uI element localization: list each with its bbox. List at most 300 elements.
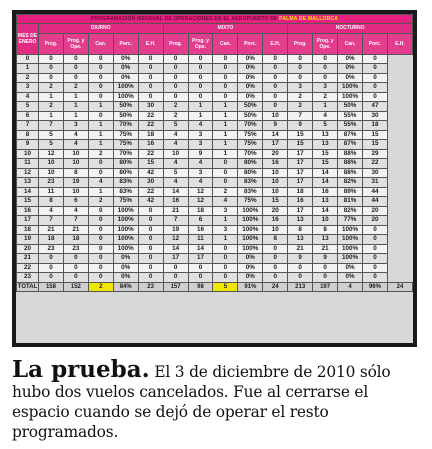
table-cell: 0 [39, 273, 64, 283]
total-cell: 96% [362, 282, 387, 292]
group-header-diurno: DIURNO [39, 24, 164, 33]
table-cell: 0 [138, 92, 163, 102]
column-header: Prog. [288, 33, 313, 54]
table-cell: 0 [88, 254, 113, 264]
table-cell: 15 [362, 130, 387, 140]
table-cell: 100% [113, 206, 138, 216]
table-cell: 0 [313, 73, 338, 83]
table-cell: 16 [313, 187, 338, 197]
table-cell: 70% [238, 121, 263, 131]
table-cell: 0 [163, 92, 188, 102]
table-cell: 0 [288, 54, 313, 64]
table-row [17, 273, 413, 283]
table-cell: 0 [362, 83, 387, 93]
table-cell: 18 [188, 206, 213, 216]
table-cell: 0 [213, 54, 238, 64]
table-title-text: PROGRAMACIÓN MENSUAL DE OPERACIONES EN EL AEROPUERTO DE [90, 16, 278, 22]
table-cell: 1 [213, 121, 238, 131]
table-cell: 0 [39, 64, 64, 74]
table-cell: 16 [188, 225, 213, 235]
group-header-nocturno: NOCTURNO [288, 24, 413, 33]
column-header: Porc. [238, 33, 263, 54]
table-row [17, 130, 413, 140]
table-cell: 8 [39, 197, 64, 207]
table-row [17, 92, 413, 102]
table-cell: 16 [288, 197, 313, 207]
table-cell: 1 [88, 102, 113, 112]
table-cell: 3 [288, 83, 313, 93]
table-cell: 0% [113, 263, 138, 273]
table-cell: 14 [163, 244, 188, 254]
table-cell: 10 [313, 216, 338, 226]
table-cell: 14 [313, 178, 338, 188]
table-cell: 17 [263, 140, 288, 150]
table-cell: 31 [362, 178, 387, 188]
table-cell: 2 [288, 92, 313, 102]
table-cell: 3 [313, 83, 338, 93]
table-cell: 4 [163, 140, 188, 150]
table-cell: 0 [138, 206, 163, 216]
table-cell: 0 [88, 64, 113, 74]
caption-body: El 3 de diciembre de 2010 sólo hubo dos vuelos cancelados. Fue al cerrarse el espacio cuando se dejó de operar el resto programados. [12, 363, 391, 441]
table-cell: 13 [288, 235, 313, 245]
table-cell: 0 [213, 83, 238, 93]
table-cell: 17 [288, 206, 313, 216]
table-cell: 17 [288, 149, 313, 159]
table-cell: 6 [63, 197, 88, 207]
table-cell: 0 [188, 273, 213, 283]
table-cell: 1 [213, 140, 238, 150]
table-cell: 7 [163, 216, 188, 226]
table-cell: 0 [263, 244, 288, 254]
table-cell: 0 [138, 244, 163, 254]
table-cell: 0 [163, 54, 188, 64]
caption-lead: La prueba. [12, 356, 150, 383]
table-cell: 80% [113, 168, 138, 178]
table-cell: 5 [313, 121, 338, 131]
subheader-row [17, 33, 413, 54]
row-day-cell: 6 [17, 111, 39, 121]
column-header: Porc. [113, 33, 138, 54]
table-cell: 55% [338, 111, 363, 121]
table-row [17, 73, 413, 83]
table-cell: 15 [263, 197, 288, 207]
table-cell: 83% [113, 178, 138, 188]
table-cell: 0 [188, 73, 213, 83]
table-cell: 0 [263, 83, 288, 93]
table-cell: 23 [39, 244, 64, 254]
table-cell: 0 [163, 83, 188, 93]
table-cell: 100% [238, 244, 263, 254]
table-cell: 2 [288, 102, 313, 112]
table-cell: 0% [238, 54, 263, 64]
table-cell: 0 [263, 273, 288, 283]
total-cell: 157 [163, 282, 188, 292]
table-cell: 18 [362, 121, 387, 131]
table-cell: 0% [338, 54, 363, 64]
table-cell: 1 [213, 235, 238, 245]
table-cell: 0 [88, 244, 113, 254]
photo-caption [12, 356, 420, 442]
table-cell: 0 [362, 254, 387, 264]
table-cell: 18 [63, 235, 88, 245]
table-cell: 4 [63, 140, 88, 150]
table-cell: 30 [138, 178, 163, 188]
table-cell: 10 [263, 178, 288, 188]
table-cell: 88% [338, 168, 363, 178]
table-cell: 87% [338, 130, 363, 140]
table-cell: 21 [39, 225, 64, 235]
table-cell: 21 [163, 206, 188, 216]
table-title-highlight: PALMA DE MALLORCA [279, 16, 339, 22]
row-day-cell: 17 [17, 216, 39, 226]
table-cell: 15 [288, 140, 313, 150]
table-cell: 0 [213, 73, 238, 83]
table-cell: 75% [238, 197, 263, 207]
table-cell: 11 [188, 235, 213, 245]
table-cell: 10 [63, 149, 88, 159]
table-row [17, 149, 413, 159]
table-cell: 1 [213, 102, 238, 112]
table-cell: 0 [188, 64, 213, 74]
column-header: E.H. [387, 33, 412, 54]
table-cell: 81% [338, 197, 363, 207]
table-cell: 0 [138, 273, 163, 283]
table-row [17, 206, 413, 216]
table-photo [16, 14, 413, 343]
table-cell: 16 [263, 159, 288, 169]
table-row [17, 178, 413, 188]
table-cell: 80% [238, 159, 263, 169]
table-cell: 5 [39, 140, 64, 150]
table-cell: 1 [63, 92, 88, 102]
table-cell: 9 [288, 121, 313, 131]
table-cell: 0 [362, 235, 387, 245]
table-row [17, 216, 413, 226]
table-cell: 0 [163, 73, 188, 83]
table-cell: 1 [188, 111, 213, 121]
column-header: Prog. [39, 33, 64, 54]
table-cell: 7 [39, 121, 64, 131]
table-cell: 2 [88, 149, 113, 159]
table-cell: 100% [113, 92, 138, 102]
table-cell: 17 [188, 254, 213, 264]
table-cell: 55% [338, 121, 363, 131]
table-cell: 0 [63, 54, 88, 64]
table-cell: 10 [39, 159, 64, 169]
table-cell: 50% [338, 102, 363, 112]
table-cell: 0 [88, 263, 113, 273]
table-cell: 0 [188, 54, 213, 64]
table-cell: 0 [288, 273, 313, 283]
table-cell: 12 [163, 235, 188, 245]
table-row [17, 140, 413, 150]
table-cell: 82% [338, 178, 363, 188]
table-cell: 14 [263, 130, 288, 140]
table-cell: 0 [263, 254, 288, 264]
table-cell: 44 [362, 197, 387, 207]
table-cell: 4 [213, 197, 238, 207]
table-cell: 0 [63, 273, 88, 283]
table-cell: 4 [39, 206, 64, 216]
table-cell: 14 [188, 244, 213, 254]
table-cell: 10 [39, 168, 64, 178]
table-cell: 0 [362, 73, 387, 83]
table-cell: 1 [213, 149, 238, 159]
table-cell: 5 [39, 130, 64, 140]
table-row [17, 225, 413, 235]
table-cell: 70% [238, 149, 263, 159]
table-cell: 0% [338, 64, 363, 74]
table-cell: 2 [163, 111, 188, 121]
table-cell: 0 [362, 64, 387, 74]
total-cell: 197 [313, 282, 338, 292]
table-cell: 0 [213, 92, 238, 102]
table-cell: 0 [213, 159, 238, 169]
column-header: Porc. [362, 33, 387, 54]
month-header: MES DE ENERO [17, 24, 39, 54]
table-cell: 0 [88, 83, 113, 93]
table-cell: 5 [163, 168, 188, 178]
total-label: TOTAL [17, 283, 38, 290]
column-header: E.H. [263, 33, 288, 54]
row-day-cell: 12 [17, 168, 39, 178]
table-cell: 1 [213, 216, 238, 226]
table-cell: 30 [362, 111, 387, 121]
table-cell: 70% [113, 121, 138, 131]
total-cell: 84% [113, 282, 138, 292]
table-cell: 10 [263, 111, 288, 121]
table-row [17, 244, 413, 254]
table-cell: 0% [238, 254, 263, 264]
row-day-cell: 11 [17, 159, 39, 169]
table-cell: 0 [313, 273, 338, 283]
table-cell: 7 [288, 111, 313, 121]
table-cell: 0 [288, 73, 313, 83]
row-day-cell: 10 [17, 149, 39, 159]
table-cell: 100% [238, 235, 263, 245]
table-cell: 0 [138, 83, 163, 93]
table-cell: 18 [138, 130, 163, 140]
table-cell: 100% [338, 235, 363, 245]
table-cell: 0 [263, 73, 288, 83]
column-header: Prog. y Ope. [188, 33, 213, 54]
table-cell: 77% [338, 216, 363, 226]
table-cell: 0 [88, 235, 113, 245]
column-header: Can. [88, 33, 113, 54]
table-row [17, 187, 413, 197]
table-cell: 8 [288, 225, 313, 235]
table-cell: 23 [63, 244, 88, 254]
table-cell: 2 [88, 197, 113, 207]
row-day-cell: 20 [17, 244, 39, 254]
table-cell: 4 [163, 159, 188, 169]
table-cell: 0 [263, 263, 288, 273]
table-cell: 100% [238, 206, 263, 216]
table-cell: 0 [88, 168, 113, 178]
table-cell: 9 [288, 254, 313, 264]
row-day-cell: 3 [17, 83, 39, 93]
table-row [17, 54, 413, 64]
table-cell: 42 [138, 197, 163, 207]
table-cell: 0 [88, 225, 113, 235]
table-cell: 100% [338, 92, 363, 102]
table-cell: 15 [313, 149, 338, 159]
table-row [17, 235, 413, 245]
table-cell: 0 [213, 168, 238, 178]
table-cell: 21 [313, 244, 338, 254]
table-cell: 0 [39, 54, 64, 64]
table-cell: 0 [188, 83, 213, 93]
table-cell: 0 [188, 92, 213, 102]
table-cell: 75% [113, 130, 138, 140]
table-cell: 12 [188, 187, 213, 197]
table-cell: 1 [63, 111, 88, 121]
table-cell: 2 [313, 92, 338, 102]
table-cell: 1 [213, 111, 238, 121]
table-cell: 0 [88, 273, 113, 283]
table-cell: 0% [113, 54, 138, 64]
table-cell: 10 [263, 225, 288, 235]
table-cell: 70% [113, 149, 138, 159]
table-cell: 100% [113, 216, 138, 226]
table-cell: 0 [88, 206, 113, 216]
table-cell: 89% [338, 187, 363, 197]
table-cell: 1 [188, 102, 213, 112]
table-cell: 7 [63, 216, 88, 226]
table-cell: 0% [338, 263, 363, 273]
table-cell: 0 [263, 64, 288, 74]
table-cell: 100% [113, 83, 138, 93]
table-cell: 29 [362, 149, 387, 159]
table-cell: 2 [213, 187, 238, 197]
table-cell: 0 [163, 263, 188, 273]
table-cell: 0 [362, 244, 387, 254]
table-cell: 50% [238, 102, 263, 112]
table-cell: 11 [39, 187, 64, 197]
row-day-cell: 2 [17, 73, 39, 83]
table-cell: 9 [188, 149, 213, 159]
table-cell: 83% [238, 187, 263, 197]
table-cell: 0% [238, 92, 263, 102]
table-cell: 10 [63, 187, 88, 197]
total-cell: 23 [138, 282, 163, 292]
table-cell: 12 [188, 197, 213, 207]
table-cell: 0 [163, 64, 188, 74]
row-day-cell: 21 [17, 254, 39, 264]
table-cell: 0 [138, 73, 163, 83]
table-cell: 100% [238, 225, 263, 235]
table-cell: 2 [39, 83, 64, 93]
table-cell: 0 [63, 254, 88, 264]
table-cell: 4 [88, 178, 113, 188]
table-cell: 0 [163, 273, 188, 283]
table-cell: 15 [288, 130, 313, 140]
table-cell: 4 [163, 178, 188, 188]
table-cell: 0 [313, 54, 338, 64]
table-cell: 1 [39, 111, 64, 121]
table-cell: 0 [263, 102, 288, 112]
table-cell: 0% [238, 263, 263, 273]
table-cell: 22 [362, 159, 387, 169]
table-cell: 8 [263, 235, 288, 245]
total-cell: 24 [387, 282, 412, 292]
table-row [17, 111, 413, 121]
table-cell: 47 [362, 102, 387, 112]
table-cell: 0% [238, 83, 263, 93]
table-title [17, 15, 413, 24]
table-cell: 1 [39, 92, 64, 102]
row-day-cell: 9 [17, 140, 39, 150]
table-cell: 0 [213, 64, 238, 74]
table-cell: 5 [163, 121, 188, 131]
operations-table [16, 14, 413, 292]
table-cell: 22 [138, 187, 163, 197]
table-cell: 13 [313, 140, 338, 150]
total-cell: 158 [39, 282, 64, 292]
table-cell: 75% [238, 130, 263, 140]
table-cell: 18 [288, 187, 313, 197]
row-day-cell: 23 [17, 273, 39, 283]
table-cell: 4 [63, 130, 88, 140]
table-cell: 0 [63, 263, 88, 273]
table-cell: 30 [138, 102, 163, 112]
table-cell: 13 [288, 216, 313, 226]
row-day-cell: 18 [17, 225, 39, 235]
group-header-row [17, 24, 413, 33]
table-cell: 4 [163, 130, 188, 140]
table-cell: 8 [63, 168, 88, 178]
table-cell: 42 [138, 168, 163, 178]
table-cell: 0 [88, 111, 113, 121]
table-cell: 0 [88, 73, 113, 83]
table-cell: 0 [288, 64, 313, 74]
table-cell: 0 [39, 263, 64, 273]
row-day-cell: 14 [17, 187, 39, 197]
table-cell: 88% [338, 149, 363, 159]
total-row [17, 282, 413, 292]
table-cell: 1 [88, 121, 113, 131]
table-cell: 0 [263, 54, 288, 64]
row-day-cell: 13 [17, 178, 39, 188]
column-header: Prog. [163, 33, 188, 54]
table-cell: 0 [88, 216, 113, 226]
table-cell: 0 [138, 216, 163, 226]
table-cell: 16 [163, 197, 188, 207]
column-header: Can. [213, 33, 238, 54]
table-cell: 44 [362, 187, 387, 197]
table-cell: 6 [188, 216, 213, 226]
table-cell: 0 [138, 235, 163, 245]
table-cell: 0% [113, 273, 138, 283]
table-cell: 75% [113, 197, 138, 207]
table-cell: 50% [113, 111, 138, 121]
table-cell: 17 [288, 178, 313, 188]
table-cell: 0 [213, 263, 238, 273]
table-cell: 19 [163, 225, 188, 235]
table-cell: 100% [238, 216, 263, 226]
column-header: Can. [338, 33, 363, 54]
table-cell: 0% [113, 73, 138, 83]
table-cell: 10 [263, 187, 288, 197]
table-cell: 13 [313, 130, 338, 140]
table-cell: 0% [238, 73, 263, 83]
table-cell: 100% [338, 225, 363, 235]
table-cell: 75% [238, 140, 263, 150]
row-day-cell: 15 [17, 197, 39, 207]
table-cell: 20 [263, 206, 288, 216]
table-cell: 0 [138, 263, 163, 273]
